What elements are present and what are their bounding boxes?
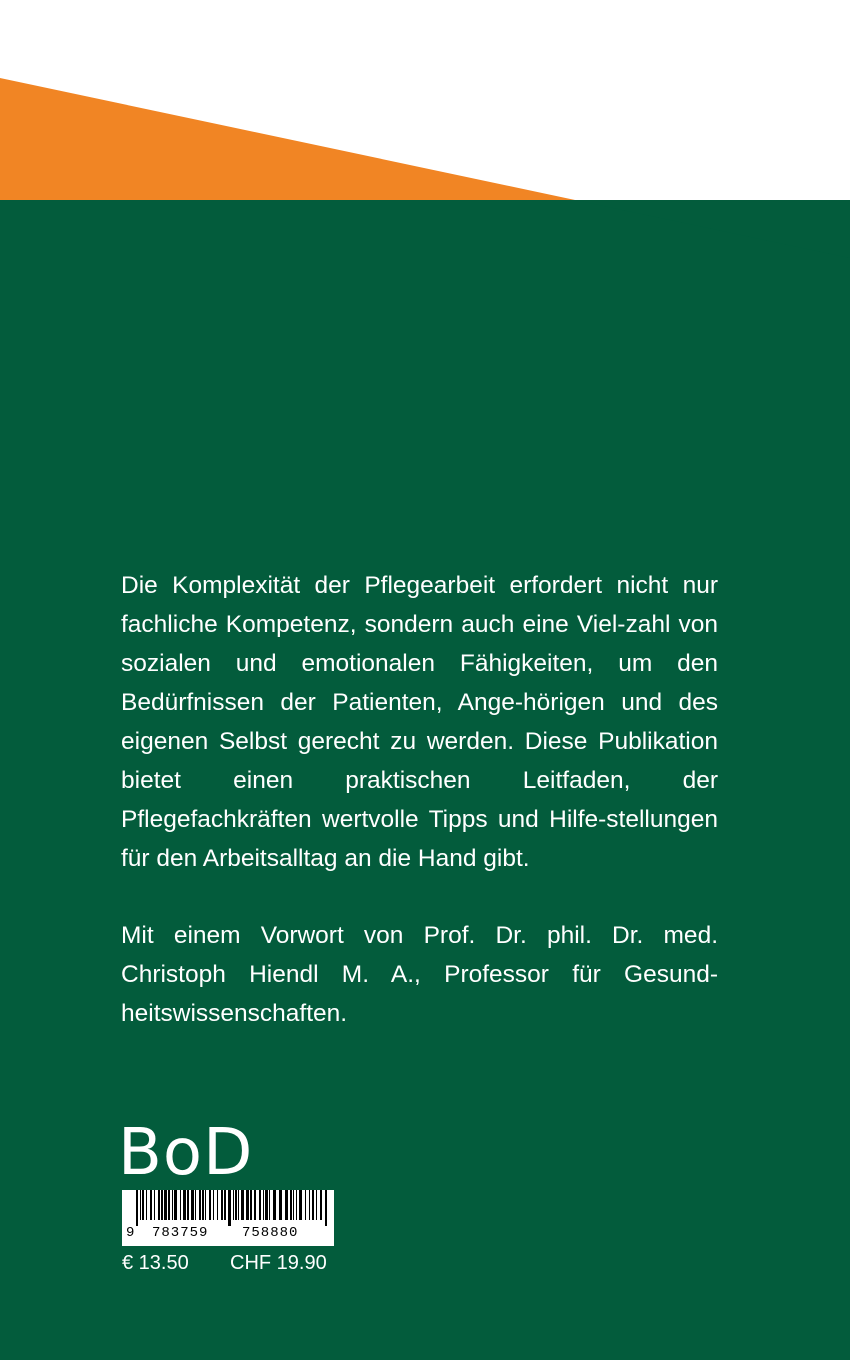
- barcode-bar: [183, 1190, 186, 1220]
- barcode-bar: [233, 1190, 234, 1220]
- publisher-logo: BoD: [118, 1116, 254, 1190]
- barcode-bar: [325, 1190, 327, 1226]
- barcode-bar: [205, 1190, 206, 1220]
- barcode-bar: [290, 1190, 292, 1220]
- barcode-bar: [273, 1190, 276, 1220]
- barcode-bar: [312, 1190, 314, 1220]
- barcode-bar: [285, 1190, 288, 1220]
- barcode-bar: [235, 1190, 237, 1220]
- barcode-bar: [269, 1190, 270, 1220]
- barcode-bar: [221, 1190, 223, 1220]
- barcode-bar: [224, 1190, 226, 1220]
- barcode-bar: [199, 1190, 201, 1220]
- barcode-bar: [316, 1190, 317, 1220]
- barcode-bar: [146, 1190, 147, 1220]
- isbn-prefix-digit: 9: [126, 1225, 136, 1241]
- barcode-bar: [136, 1190, 138, 1226]
- barcode-bar: [150, 1190, 152, 1220]
- barcode-bar: [228, 1190, 231, 1226]
- barcode-bar: [296, 1190, 297, 1220]
- price-euro: € 13.50: [122, 1252, 189, 1274]
- isbn-barcode: [122, 1190, 334, 1246]
- barcode-bar: [254, 1190, 256, 1220]
- barcode-bar: [154, 1190, 155, 1220]
- barcode-bar: [279, 1190, 282, 1220]
- barcode-bar: [168, 1190, 170, 1220]
- barcode-bar: [309, 1190, 310, 1220]
- price-chf: CHF 19.90: [230, 1252, 327, 1274]
- isbn-digit-group-right: 758880: [242, 1225, 299, 1241]
- blurb-paragraph-description: Die Komplexität der Pflegearbeit erfordert nicht nur fachliche Kompetenz, sondern auch eine Viel-zahl von sozialen und emotionalen Fähigkeiten, um den Bedürfnissen der Patienten, Ange-hörigen und des eigenen Selbst gerecht zu werden. Diese Publikation bietet einen praktischen Leitfaden, der Pflegefachkräften wertvolle Tipps und Hilfe-stellungen für den Arbeitsalltag an die Hand gibt.: [121, 572, 718, 872]
- blurb-paragraph-foreword: Mit einem Vorwort von Prof. Dr. phil. Dr. med. Christoph Hiendl M. A., Professor für Gesund-heitswissenschaften.: [121, 922, 718, 1027]
- barcode-bars: [122, 1190, 334, 1226]
- barcode-bar: [180, 1190, 181, 1220]
- barcode-bar: [217, 1190, 218, 1220]
- barcode-bar: [172, 1190, 173, 1220]
- barcode-bar: [142, 1190, 144, 1220]
- barcode-bar: [187, 1190, 189, 1220]
- barcode-bar: [293, 1190, 294, 1220]
- barcode-bar: [250, 1190, 252, 1220]
- barcode-bar: [161, 1190, 163, 1220]
- barcode-bar: [299, 1190, 302, 1220]
- barcode-bar: [140, 1190, 141, 1220]
- barcode-bar: [263, 1190, 264, 1220]
- barcode-bar: [305, 1190, 306, 1220]
- barcode-bar: [158, 1190, 160, 1220]
- barcode-bar: [195, 1190, 196, 1220]
- back-cover-blurb: [121, 566, 718, 1033]
- barcode-bar: [320, 1190, 322, 1220]
- barcode-bar: [191, 1190, 194, 1220]
- barcode-bar: [174, 1190, 177, 1220]
- barcode-bar: [209, 1190, 211, 1220]
- barcode-bar: [246, 1190, 249, 1220]
- barcode-bar: [202, 1190, 204, 1220]
- isbn-digit-group-left: 783759: [152, 1225, 209, 1241]
- barcode-bar: [259, 1190, 261, 1220]
- barcode-bar: [238, 1190, 239, 1220]
- barcode-bar: [241, 1190, 244, 1220]
- barcode-bar: [213, 1190, 214, 1220]
- barcode-bar: [265, 1190, 268, 1220]
- barcode-bar: [164, 1190, 167, 1220]
